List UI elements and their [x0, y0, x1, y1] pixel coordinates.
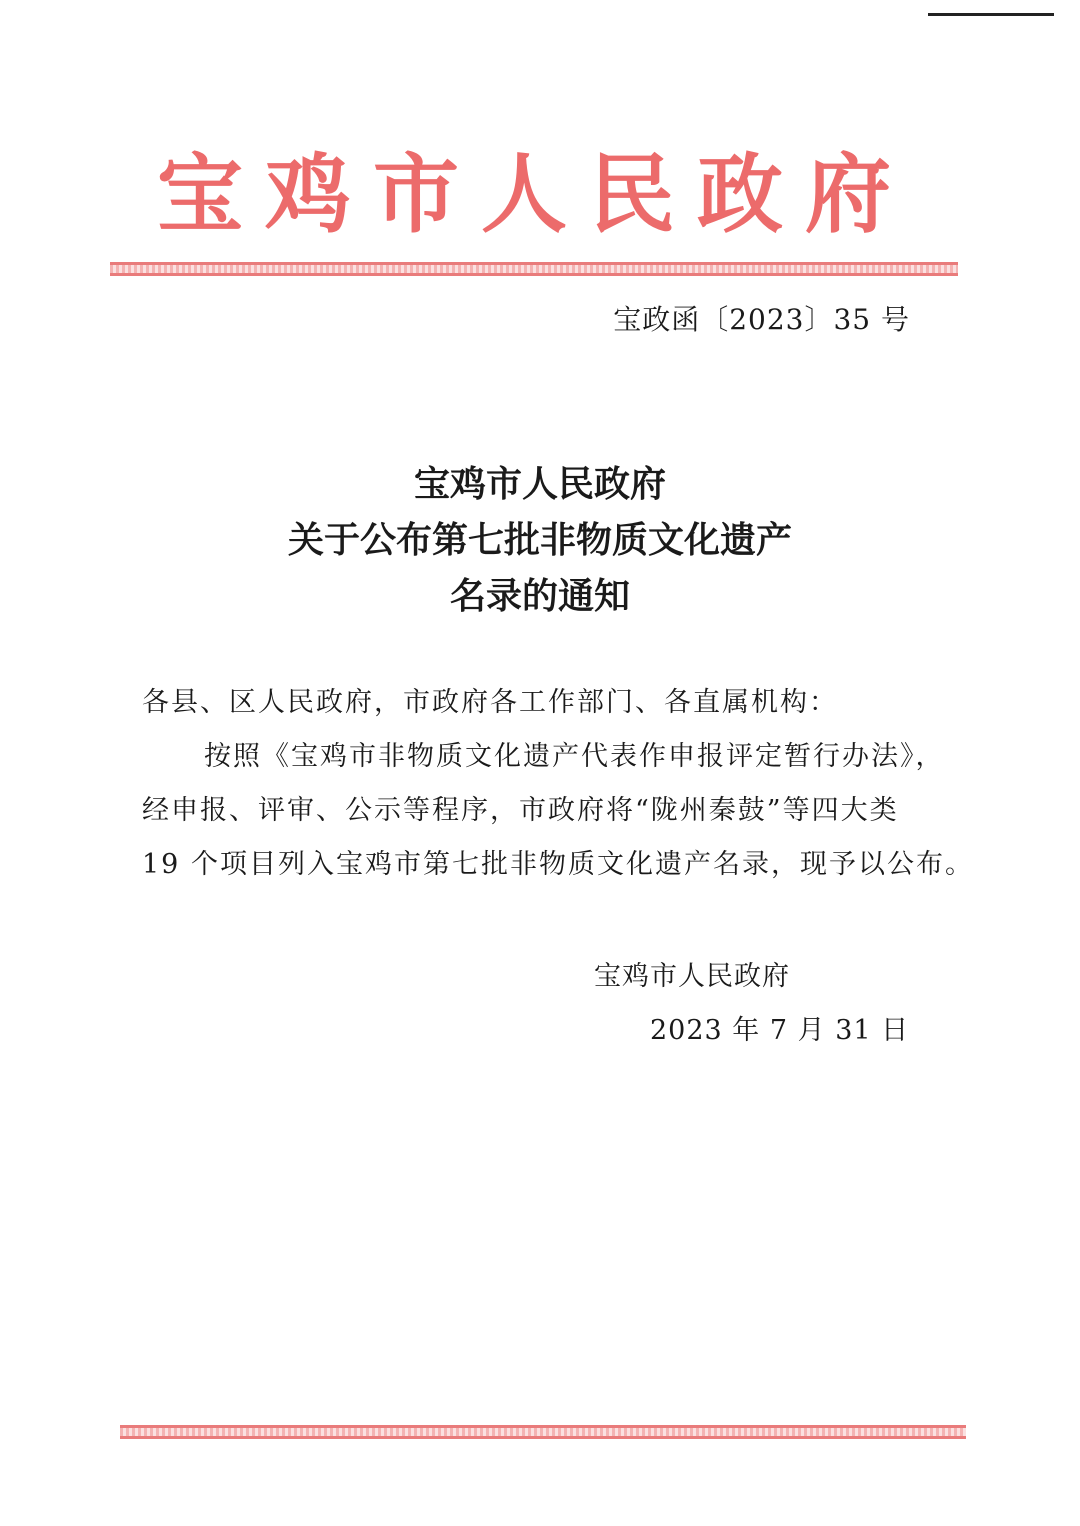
body-line-3: 19 个项目列入宝鸡市第七批非物质文化遗产名录，现予以公布。: [142, 849, 974, 880]
masthead-issuer: 宝鸡市人民政府: [157, 144, 913, 245]
scan-edge-mark: [928, 13, 1054, 16]
issue-date: 2023 年 7 月 31 日: [650, 1015, 910, 1046]
title-line-1: 宝鸡市人民政府: [413, 463, 666, 505]
title-line-2: 关于公布第七批非物质文化遗产: [287, 519, 792, 561]
salutation: 各县、区人民政府，市政府各工作部门、各直属机构：: [142, 687, 838, 718]
document-number: 宝政函〔2023〕35 号: [613, 303, 910, 336]
signature-issuer: 宝鸡市人民政府: [594, 961, 790, 992]
body-line-1: 按照《宝鸡市非物质文化遗产代表作申报评定暂行办法》，: [204, 741, 945, 772]
footer-red-rule: [120, 1425, 966, 1439]
body-line-2: 经申报、评审、公示等程序，市政府将“陇州秦鼓”等四大类: [142, 795, 899, 826]
title-line-3: 名录的通知: [449, 575, 630, 617]
masthead-red-rule: [110, 262, 958, 276]
document-title: [90, 456, 990, 624]
body-paragraph: [142, 730, 974, 892]
